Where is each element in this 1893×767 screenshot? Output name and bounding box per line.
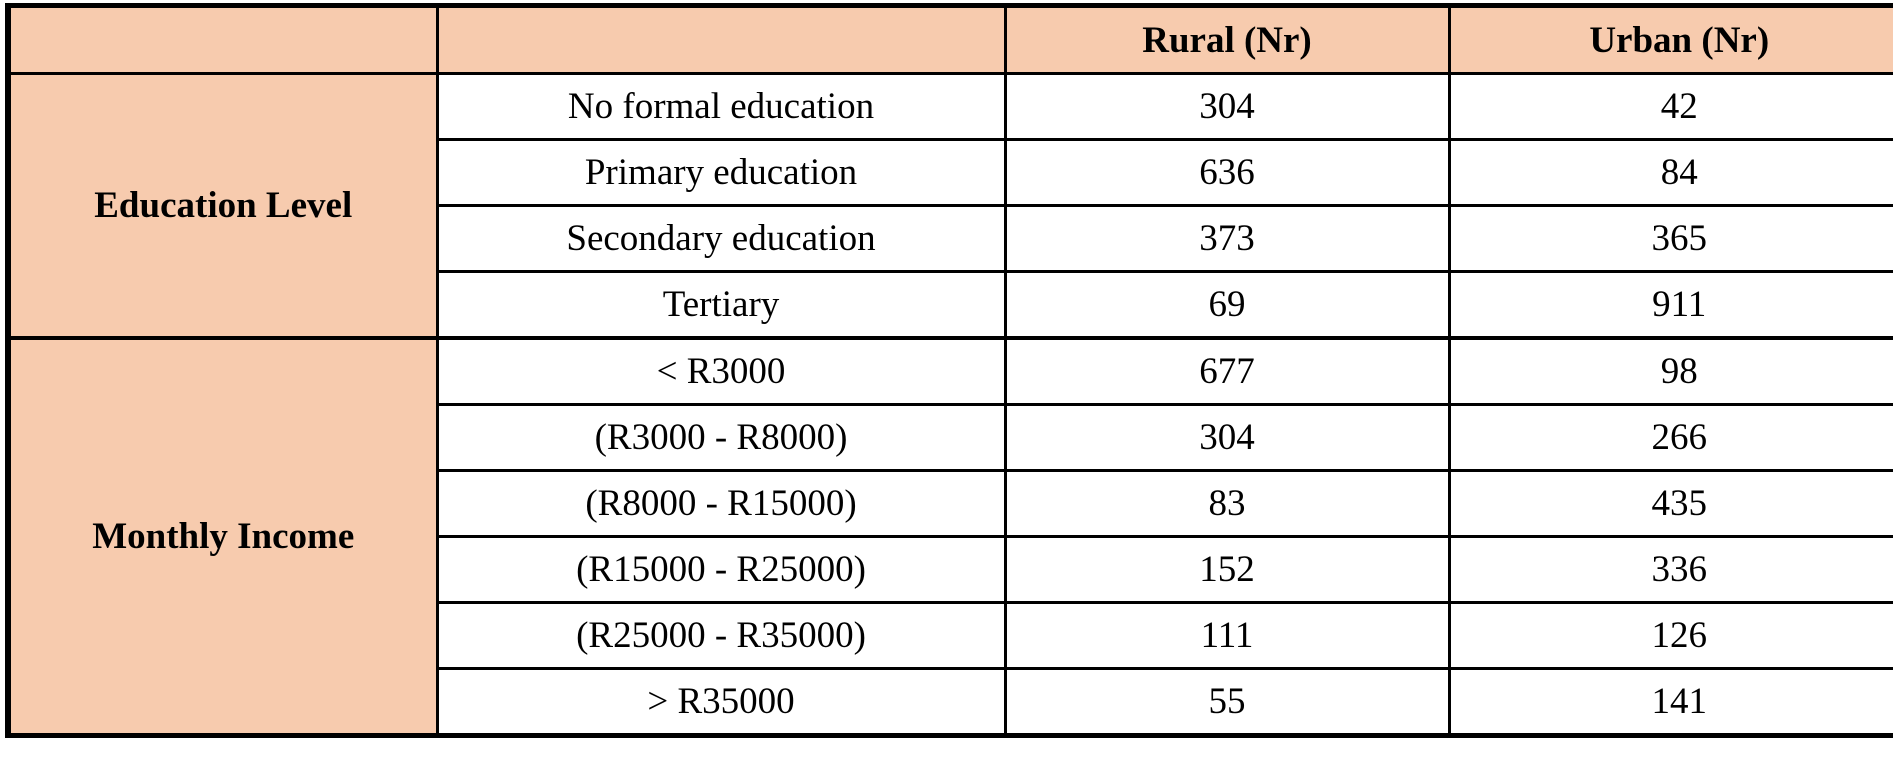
category-cell: Primary education: [437, 140, 1005, 206]
category-cell: Tertiary: [437, 272, 1005, 339]
table-row: [8, 338, 1893, 405]
urban-cell: 126: [1449, 603, 1893, 669]
urban-cell: 84: [1449, 140, 1893, 206]
category-cell: (R8000 - R15000): [437, 471, 1005, 537]
urban-cell: 336: [1449, 537, 1893, 603]
urban-cell: 911: [1449, 272, 1893, 339]
category-cell: (R3000 - R8000): [437, 405, 1005, 471]
urban-cell: 42: [1449, 74, 1893, 140]
rural-cell: 152: [1005, 537, 1449, 603]
category-cell: No formal education: [437, 74, 1005, 140]
table-row: [8, 74, 1893, 140]
group-label: Education Level: [8, 74, 437, 339]
category-cell: (R15000 - R25000): [437, 537, 1005, 603]
header-cell-urban: Urban (Nr): [1449, 6, 1893, 74]
rural-cell: 373: [1005, 206, 1449, 272]
rural-cell: 636: [1005, 140, 1449, 206]
rural-cell: 304: [1005, 74, 1449, 140]
rural-cell: 83: [1005, 471, 1449, 537]
category-cell: Secondary education: [437, 206, 1005, 272]
rural-cell: 304: [1005, 405, 1449, 471]
urban-cell: 141: [1449, 669, 1893, 736]
rural-cell: 677: [1005, 338, 1449, 405]
rural-cell: 69: [1005, 272, 1449, 339]
data-table: [5, 3, 1893, 738]
header-cell-rural: Rural (Nr): [1005, 6, 1449, 74]
urban-cell: 365: [1449, 206, 1893, 272]
urban-cell: 266: [1449, 405, 1893, 471]
category-cell: (R25000 - R35000): [437, 603, 1005, 669]
urban-cell: 435: [1449, 471, 1893, 537]
urban-cell: 98: [1449, 338, 1893, 405]
group-label: Monthly Income: [8, 338, 437, 736]
rural-cell: 55: [1005, 669, 1449, 736]
rural-cell: 111: [1005, 603, 1449, 669]
header-cell-empty: [8, 6, 437, 74]
category-cell: > R35000: [437, 669, 1005, 736]
category-cell: < R3000: [437, 338, 1005, 405]
header-cell-category: [437, 6, 1005, 74]
header-row: [8, 6, 1893, 74]
